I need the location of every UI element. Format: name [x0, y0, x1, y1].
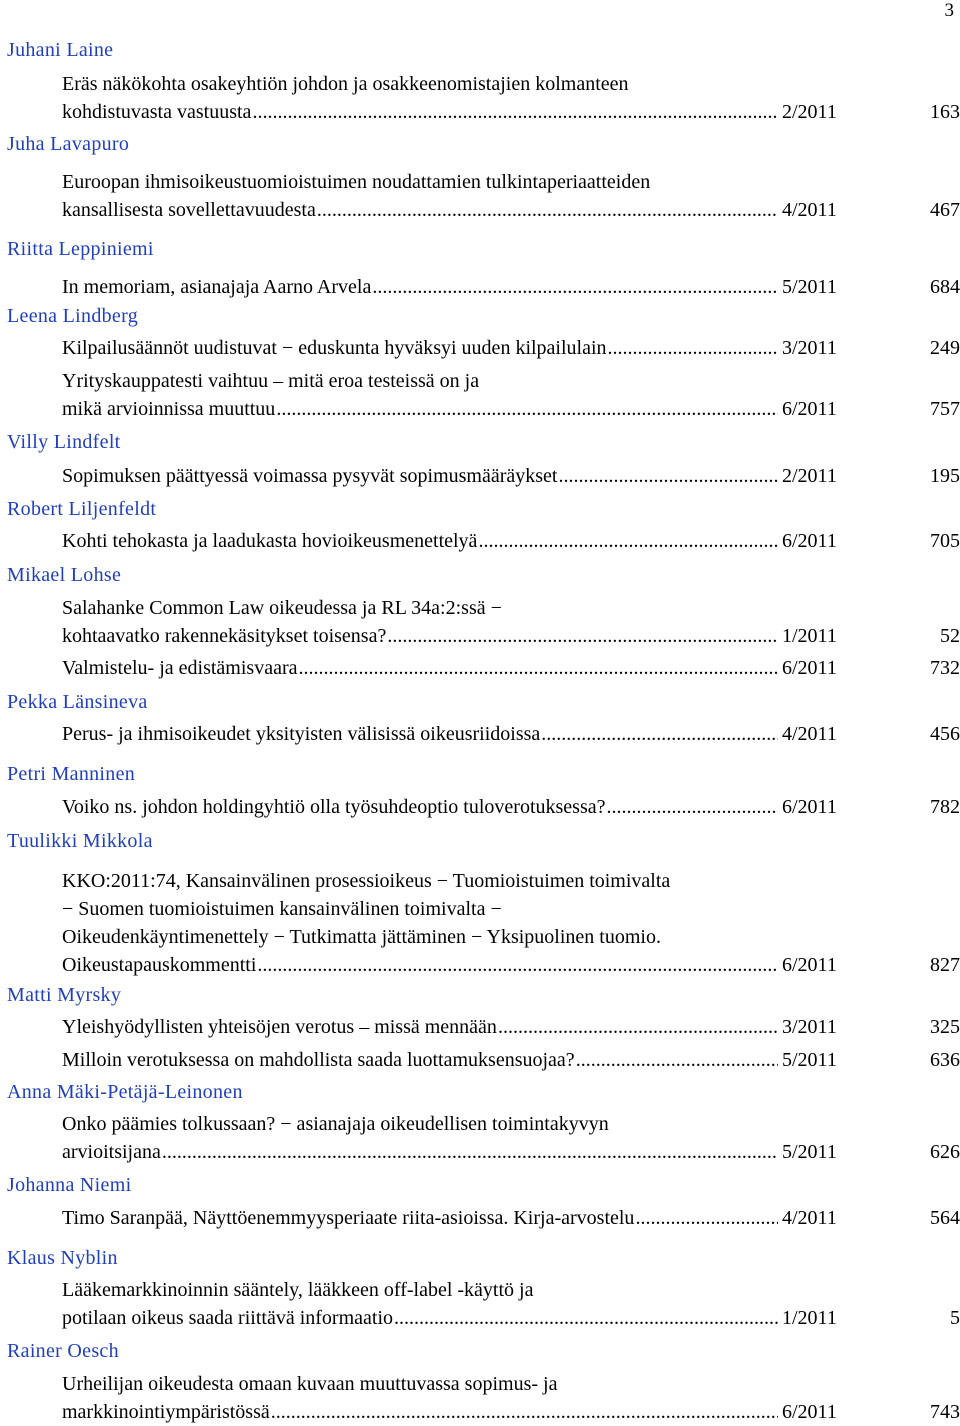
entry-reference-line — [62, 98, 960, 126]
entry-title-line: Kilpailusäännöt uudistuvat − eduskunta hyväksyi uuden kilpailulain — [62, 337, 607, 359]
entry-title-line: Valmistelu- ja edistämisvaara — [62, 657, 298, 679]
entry-title-line: Euroopan ihmisoikeustuomioistuimen noudattamien tulkintaperiaatteiden — [62, 171, 651, 193]
index-entry — [62, 527, 960, 555]
page-reference: 249 — [930, 337, 960, 359]
page-reference: 684 — [930, 276, 960, 298]
entry-title-line: Perus- ja ihmisoikeudet yksityisten välisissä oikeusriidoissa — [62, 723, 541, 745]
entry-reference-line — [62, 334, 960, 362]
page-number: 3 — [944, 0, 954, 21]
dot-leader — [607, 793, 779, 821]
entry-reference-line — [62, 1304, 960, 1332]
entry-reference-line — [62, 720, 960, 748]
entry-title-line: Salahanke Common Law oikeudessa ja RL 34a:2:ssä − — [62, 597, 502, 619]
page-reference: 163 — [930, 101, 960, 123]
entry-title-line: arvioitsijana — [62, 1141, 161, 1163]
entry-title-line: Onko päämies tolkussaan? − asianajaja oikeudellisen toimintakyvyn — [62, 1113, 609, 1135]
dot-leader — [317, 196, 778, 224]
index-entry — [62, 1370, 960, 1426]
page-reference: 732 — [930, 657, 960, 679]
entry-reference-line — [62, 462, 960, 490]
author-name: Johanna Niemi — [7, 1174, 132, 1196]
page-reference: 564 — [930, 1207, 960, 1229]
index-entry — [62, 793, 960, 821]
index-entry — [62, 1013, 960, 1041]
author-name: Mikael Lohse — [7, 564, 122, 586]
issue-number: 3/2011 — [782, 1016, 837, 1038]
entry-title-line: Sopimuksen päättyessä voimassa pysyvät sopimusmääräykset — [62, 465, 558, 487]
issue-number: 4/2011 — [782, 723, 837, 745]
author-name: Petri Manninen — [7, 763, 136, 785]
dot-leader — [162, 1138, 778, 1166]
author-name: Robert Liljenfeldt — [7, 498, 157, 520]
entry-title-line: Oikeudenkäyntimenettely − Tutkimatta jättäminen − Yksipuolinen tuomio. — [62, 926, 661, 948]
page-reference: 5 — [950, 1307, 960, 1329]
index-entry — [62, 594, 960, 650]
entry-reference-line — [62, 622, 960, 650]
author-name: Matti Myrsky — [7, 984, 122, 1006]
page-reference: 626 — [930, 1141, 960, 1163]
issue-number: 5/2011 — [782, 1141, 837, 1163]
dot-leader — [498, 1013, 778, 1041]
index-entry — [62, 720, 960, 748]
entry-title-line: Oikeustapauskommentti — [62, 954, 257, 976]
entry-reference-line — [62, 793, 960, 821]
dot-leader — [387, 622, 778, 650]
page-reference: 757 — [930, 398, 960, 420]
index-entry — [62, 1276, 960, 1332]
author-name: Riitta Leppiniemi — [7, 238, 154, 260]
entry-reference-line — [62, 1138, 960, 1166]
issue-number: 6/2011 — [782, 796, 837, 818]
page-reference: 467 — [930, 199, 960, 221]
author-name: Rainer Oesch — [7, 1340, 119, 1362]
issue-number: 2/2011 — [782, 101, 837, 123]
page-reference: 456 — [930, 723, 960, 745]
page-reference: 52 — [940, 625, 960, 647]
index-entry — [62, 462, 960, 490]
author-name: Juhani Laine — [7, 39, 114, 61]
issue-number: 2/2011 — [782, 465, 837, 487]
dot-leader — [608, 334, 778, 362]
dot-leader — [558, 462, 778, 490]
index-entry — [62, 867, 960, 979]
index-entry — [62, 1204, 960, 1232]
entry-reference-line — [62, 196, 960, 224]
entry-title-line: Kohti tehokasta ja laadukasta hovioikeusmenettelyä — [62, 530, 478, 552]
issue-number: 6/2011 — [782, 1401, 837, 1423]
issue-number: 6/2011 — [782, 398, 837, 420]
page-reference: 636 — [930, 1049, 960, 1071]
entry-title-line: Eräs näkökohta osakeyhtiön johdon ja osakkeenomistajien kolmanteen — [62, 73, 629, 95]
issue-number: 3/2011 — [782, 337, 837, 359]
dot-leader — [394, 1304, 778, 1332]
dot-leader — [276, 395, 778, 423]
author-name: Leena Lindberg — [7, 305, 138, 327]
entry-title-line: Urheilijan oikeudesta omaan kuvaan muuttuvassa sopimus- ja — [62, 1373, 558, 1395]
entry-title-line: kansallisesta sovellettavuudesta — [62, 199, 316, 221]
entry-title-line: Timo Saranpää, Näyttöenemmyysperiaate riita-asioissa. Kirja-arvostelu — [62, 1207, 635, 1229]
index-entry — [62, 1046, 960, 1074]
page-reference: 743 — [930, 1401, 960, 1423]
entry-title-line: Milloin verotuksessa on mahdollista saada luottamuksensuojaa? — [62, 1049, 575, 1071]
issue-number: 6/2011 — [782, 954, 837, 976]
entry-title-line: Yrityskauppatesti vaihtuu – mitä eroa testeissä on ja — [62, 370, 480, 392]
entry-title-line: markkinointiympäristössä — [62, 1401, 270, 1423]
issue-number: 1/2011 — [782, 625, 837, 647]
page-reference: 705 — [930, 530, 960, 552]
entry-title-line: Voiko ns. johdon holdingyhtiö olla työsuhdeoptio tuloverotuksessa? — [62, 796, 606, 818]
entry-reference-line — [62, 1204, 960, 1232]
author-name: Anna Mäki-Petäjä-Leinonen — [7, 1081, 243, 1103]
issue-number: 4/2011 — [782, 1207, 837, 1229]
issue-number: 5/2011 — [782, 276, 837, 298]
author-name: Villy Lindfelt — [7, 431, 121, 453]
issue-number: 4/2011 — [782, 199, 837, 221]
dot-leader — [271, 1398, 778, 1426]
index-entry — [62, 273, 960, 301]
entry-reference-line — [62, 395, 960, 423]
dot-leader — [576, 1046, 778, 1074]
entry-reference-line — [62, 654, 960, 682]
page-reference: 827 — [930, 954, 960, 976]
entry-title-line: mikä arvioinnissa muuttuu — [62, 398, 276, 420]
dot-leader — [635, 1204, 778, 1232]
author-name: Pekka Länsineva — [7, 691, 148, 713]
dot-leader — [298, 654, 778, 682]
entry-reference-line — [62, 273, 960, 301]
page-reference: 325 — [930, 1016, 960, 1038]
entry-title-line: kohtaavatko rakennekäsitykset toisensa? — [62, 625, 387, 647]
entry-title-line: − Suomen tuomioistuimen kansainvälinen toimivalta − — [62, 898, 502, 920]
author-name: Juha Lavapuro — [7, 133, 130, 155]
dot-leader — [478, 527, 778, 555]
index-entry — [62, 654, 960, 682]
entry-title-line: Yleishyödyllisten yhteisöjen verotus – missä mennään — [62, 1016, 497, 1038]
index-entry — [62, 168, 960, 224]
entry-reference-line — [62, 1398, 960, 1426]
index-entry — [62, 334, 960, 362]
index-entry — [62, 1110, 960, 1166]
issue-number: 6/2011 — [782, 530, 837, 552]
entry-title-line: kohdistuvasta vastuusta — [62, 101, 252, 123]
entry-reference-line — [62, 1046, 960, 1074]
issue-number: 1/2011 — [782, 1307, 837, 1329]
dot-leader — [257, 951, 778, 979]
dot-leader — [541, 720, 778, 748]
index-entry — [62, 367, 960, 423]
entry-reference-line — [62, 527, 960, 555]
entry-reference-line — [62, 951, 960, 979]
page-reference: 195 — [930, 465, 960, 487]
entry-title-line: potilaan oikeus saada riittävä informaatio — [62, 1307, 393, 1329]
dot-leader — [252, 98, 778, 126]
author-name: Tuulikki Mikkola — [7, 830, 153, 852]
entry-title-line: In memoriam, asianajaja Aarno Arvela — [62, 276, 372, 298]
index-entry — [62, 70, 960, 126]
entry-title-line: Lääkemarkkinoinnin sääntely, lääkkeen off-label -käyttö ja — [62, 1279, 534, 1301]
issue-number: 5/2011 — [782, 1049, 837, 1071]
entry-title-line: KKO:2011:74, Kansainvälinen prosessioikeus − Tuomioistuimen toimivalta — [62, 870, 671, 892]
author-name: Klaus Nyblin — [7, 1247, 118, 1269]
entry-reference-line — [62, 1013, 960, 1041]
page-reference: 782 — [930, 796, 960, 818]
issue-number: 6/2011 — [782, 657, 837, 679]
dot-leader — [372, 273, 778, 301]
